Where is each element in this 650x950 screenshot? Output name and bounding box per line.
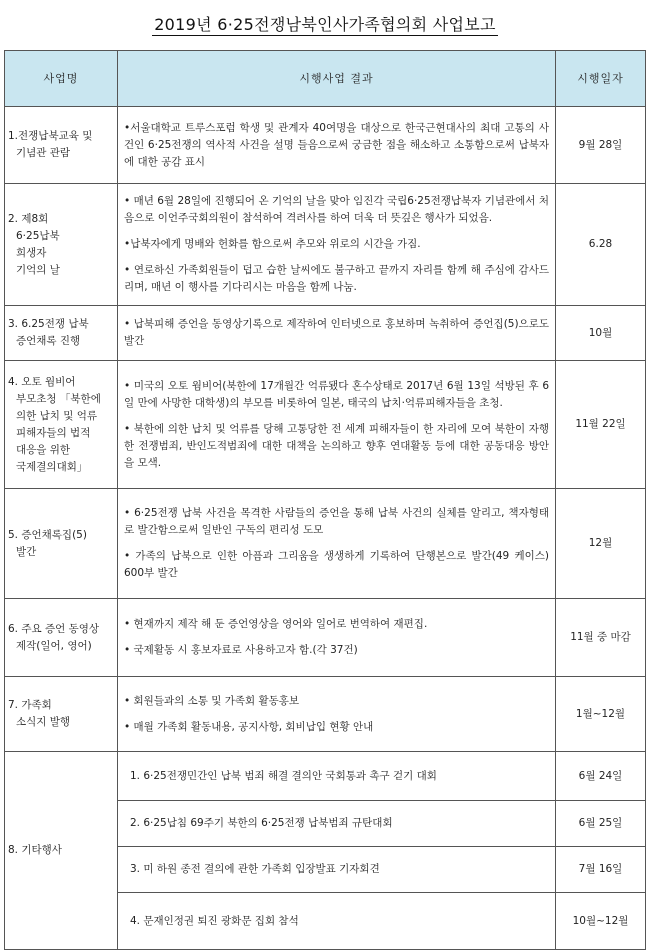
row-date: 11월 22일 (556, 361, 646, 489)
document-title (0, 12, 650, 35)
row-date: 6.28 (556, 184, 646, 306)
row-category (5, 361, 118, 489)
category-line: 발간 (16, 545, 37, 558)
row-result (118, 599, 556, 677)
document-title-text: 2019년 6·25전쟁남북인사가족협의회 사업보고 (154, 15, 496, 34)
row-category (5, 489, 118, 599)
row-date: 10월 (556, 306, 646, 361)
header-result: 시행사업 결과 (118, 51, 556, 107)
row-category (5, 677, 118, 752)
row-date: 12월 (556, 489, 646, 599)
result-item: • 현재까지 제작 해 둔 증언영상을 영어와 일어로 번역하여 재편집. (124, 618, 428, 630)
header-date: 시행일자 (556, 51, 646, 107)
event-item: 4. 문재인정권 퇴진 광화문 집회 참석 (118, 893, 556, 950)
row-category (5, 752, 118, 950)
row-date: 1월~12월 (556, 677, 646, 752)
table-header-row (5, 51, 646, 107)
result-item: • 미국의 오토 웜비어(북한에 17개월간 억류됐다 혼수상태로 2017년 6월 13일 석방된 후 6일 만에 사망한 대학생)의 부모를 비롯하여 일본, 태국의 납치·억류피해자들을 초청. (124, 379, 549, 409)
category-line: 6. 주요 증언 동영상 (8, 622, 100, 635)
table-row (5, 599, 646, 677)
row-result (118, 306, 556, 361)
category-line: 3. 6.25전쟁 납북 (8, 318, 89, 330)
table-row (5, 752, 646, 801)
row-result (118, 184, 556, 306)
row-result (118, 489, 556, 599)
header-category: 사업명 (5, 51, 118, 107)
result-item: •납북자에게 명배와 헌화를 함으로써 추모와 위로의 시간을 가짐. (124, 238, 421, 250)
category-line: 8. 기타행사 (8, 844, 62, 856)
row-date: 11월 중 마감 (556, 599, 646, 677)
table-row (5, 107, 646, 184)
event-item: 2. 6·25납침 69주기 북한의 6·25전쟁 납북범죄 규탄대회 (118, 801, 556, 847)
category-line: 1.전쟁납북교육 및 (8, 130, 93, 142)
category-line: 기념관 관람 (16, 147, 71, 159)
category-line: 소식지 발행 (16, 716, 71, 728)
event-date: 6월 25일 (556, 801, 646, 847)
category-line: 제작(일어, 영어) (16, 639, 92, 652)
result-item: •서울대학교 트루스포럼 학생 및 관계자 40여명을 대상으로 한국근현대사의 최대 고통의 사건인 6·25전쟁의 역사적 사건을 설명 들음으로써 궁금한 점을 해소하고 소통함으로써 납북자에 대한 공감 표시 (124, 121, 549, 168)
result-item: • 연로하신 가족회원들이 덥고 습한 날씨에도 불구하고 끝까지 자리를 함께 해 주심에 감사드리며, 매년 이 행사를 기다리시는 마음을 함께 나눔. (124, 264, 549, 293)
row-category (5, 306, 118, 361)
business-report-table (4, 50, 646, 950)
category-line: 국제결의대회」 (16, 460, 88, 473)
result-item: • 6·25전쟁 납북 사건을 목격한 사람들의 증언을 통해 납북 사건의 실체를 알리고, 책자형태로 발간함으로써 일반인 구독의 편리성 도모 (124, 507, 549, 536)
row-category (5, 107, 118, 184)
row-result (118, 107, 556, 184)
result-item: • 국제활동 시 홍보자료로 사용하고자 함.(각 37건) (124, 644, 358, 656)
category-line: 2. 제8회 (8, 212, 49, 225)
event-date: 7월 16일 (556, 847, 646, 893)
row-category (5, 184, 118, 306)
category-line: 희생자 (16, 246, 47, 259)
result-item: • 가족의 납북으로 인한 아픔과 그리움을 생생하게 기록하여 단행본으로 발간(49 케이스) 600부 발간 (124, 550, 549, 579)
result-item: • 매년 6월 28일에 진행되어 온 기억의 날을 맞아 임진각 국립6·25전쟁납북자 기념관에서 처음으로 이언주국회의원이 참석하여 격려사를 하여 더욱 더 뜻깊은 행사가 되었음. (124, 195, 549, 224)
category-line: 의한 납치 및 억류 (16, 409, 98, 422)
category-line: 6·25납북 (16, 229, 60, 242)
category-line: 5. 증언채록집(5) (8, 528, 87, 541)
category-line: 대응을 위한 (16, 443, 71, 456)
event-item: 3. 미 하원 종전 결의에 관한 가족회 입장발표 기자회견 (118, 847, 556, 893)
event-date: 6월 24일 (556, 752, 646, 801)
result-item: • 매월 가족회 활동내용, 공지사항, 회비납입 현황 안내 (124, 720, 374, 733)
table-row (5, 306, 646, 361)
row-result (118, 361, 556, 489)
category-line: 7. 가족회 (8, 699, 52, 711)
category-line: 증언채록 진행 (16, 335, 81, 347)
table-row (5, 489, 646, 599)
category-line: 피해자들의 법적 (16, 426, 91, 439)
category-line: 기억의 날 (16, 263, 60, 276)
result-item: • 북한에 의한 납치 및 억류를 당해 고통당한 전 세계 피해자들이 한 자리에 모여 북한이 자행한 전쟁범죄, 반인도적범죄에 대한 대책을 논의하고 향후 연대활동 등에 대한 공동대응 방안을 모색. (124, 422, 549, 469)
category-line: 부모초청 「북한에 (16, 392, 101, 405)
event-item: 1. 6·25전쟁민간인 납북 범죄 해결 결의안 국회통과 촉구 걷기 대회 (118, 752, 556, 801)
table-row (5, 361, 646, 489)
table-row (5, 184, 646, 306)
row-result (118, 677, 556, 752)
row-date: 9월 28일 (556, 107, 646, 184)
category-line: 4. 오토 웜비어 (8, 375, 76, 388)
table-row (5, 677, 646, 752)
row-category (5, 599, 118, 677)
result-item: • 회원들과의 소통 및 가족회 활동홍보 (124, 694, 300, 707)
result-item: • 납북피해 증언을 동영상기록으로 제작하여 인터넷으로 홍보하며 녹취하여 증언집(5)으로도 발간 (124, 318, 549, 347)
event-date: 10월~12월 (556, 893, 646, 950)
